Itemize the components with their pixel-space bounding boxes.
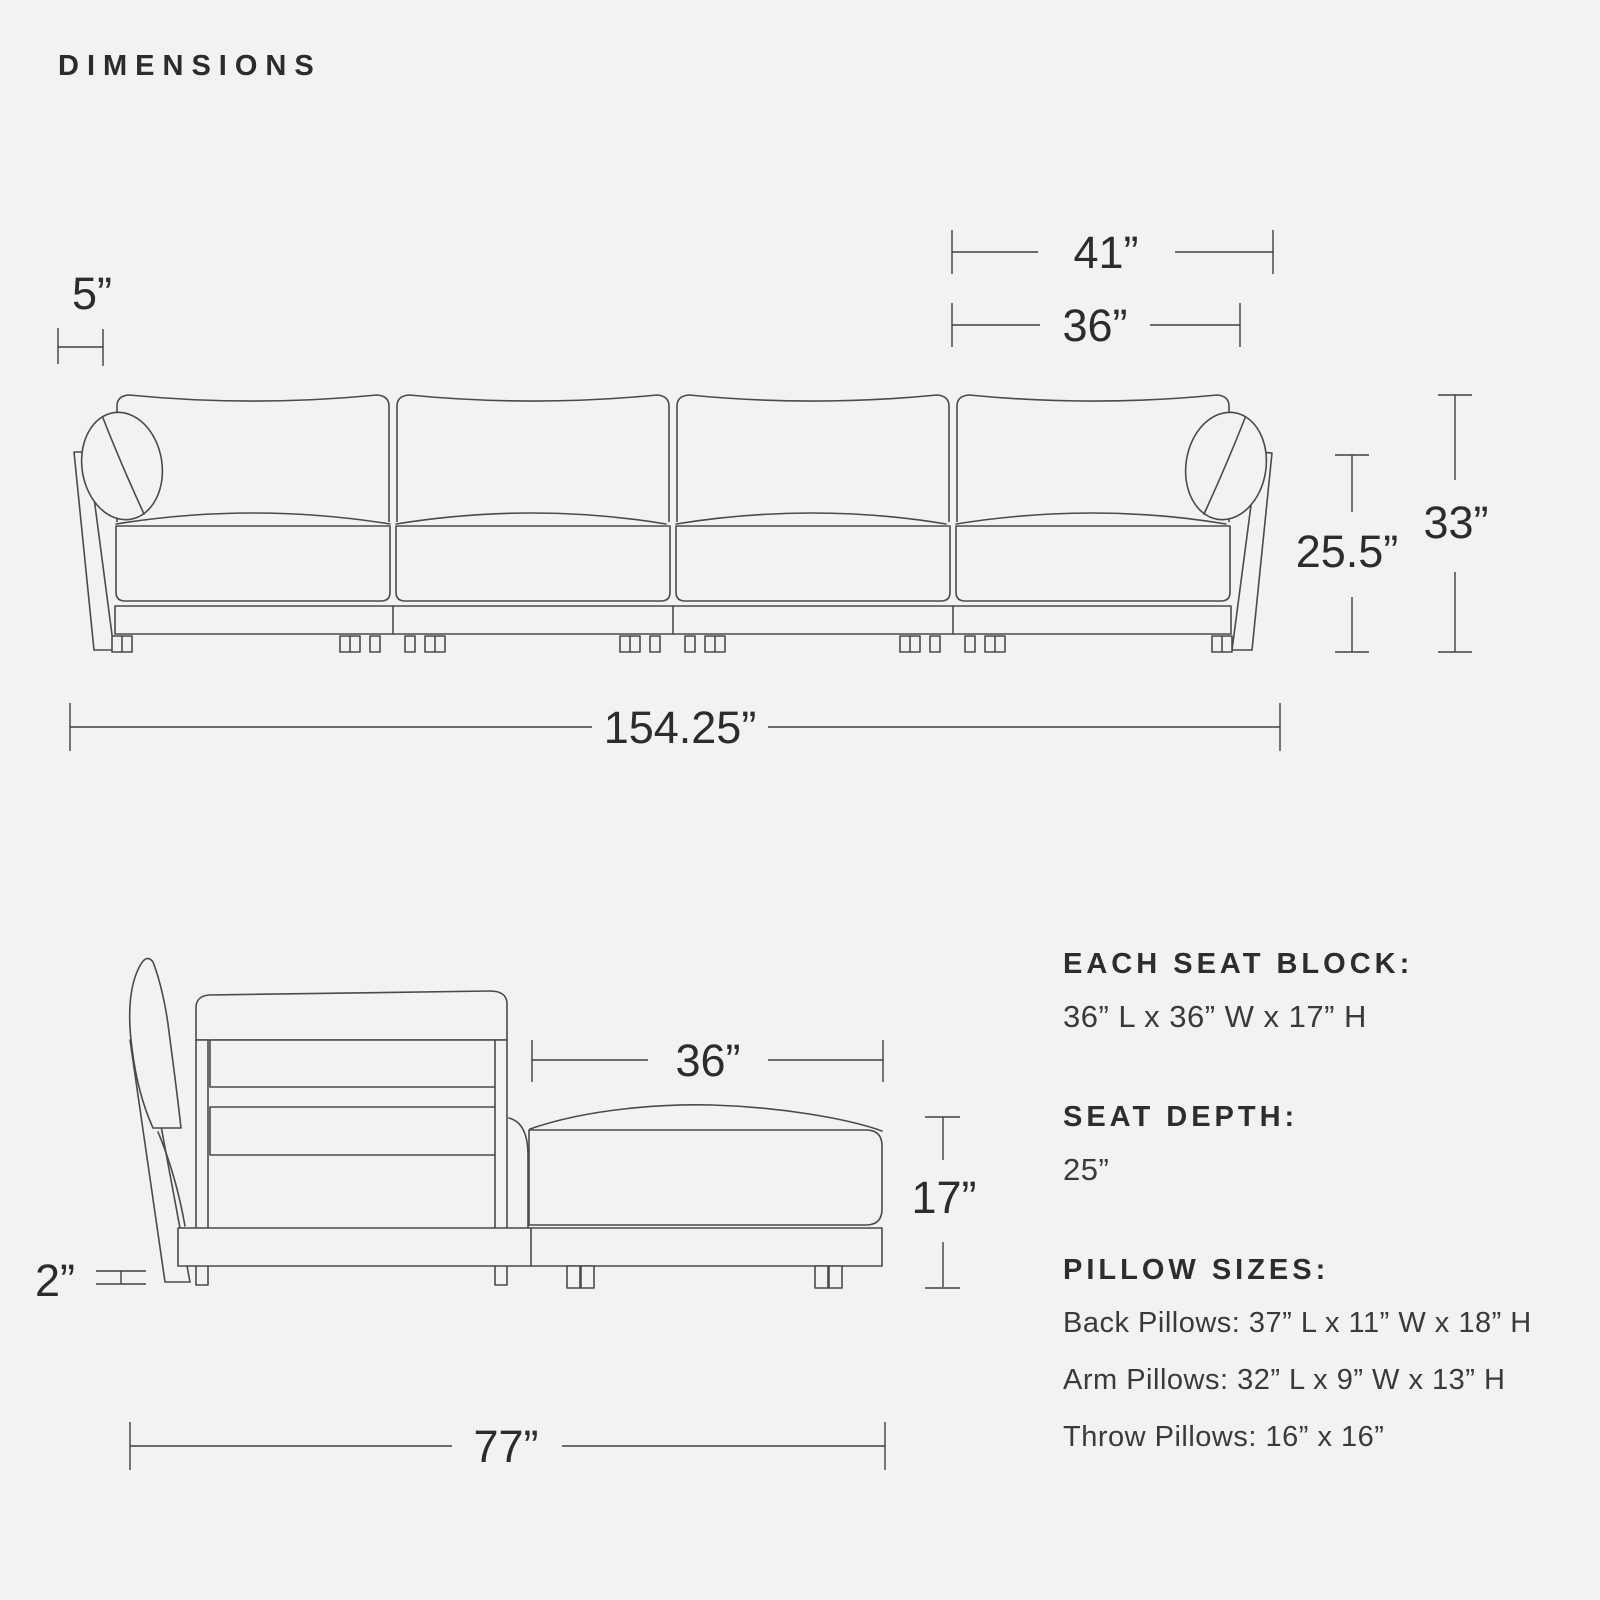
arm-pillows-spec: Arm Pillows: 32” L x 9” W x 13” H: [1063, 1364, 1506, 1396]
side-frame-slats: [210, 1040, 497, 1155]
side-legs: [567, 1266, 842, 1288]
side-seat-cushion-corner: [509, 1118, 528, 1227]
side-overall-depth-label: 77”: [473, 1421, 539, 1472]
front-module-dimension: [952, 300, 1240, 351]
front-module-arm-dimension: [952, 227, 1273, 278]
seat-depth-heading: SEAT DEPTH:: [1063, 1101, 1299, 1133]
front-module-arm-label: 41”: [1073, 227, 1139, 278]
side-overall-depth-dimension: [130, 1421, 885, 1472]
front-seat-back-height-dimension: [1296, 455, 1399, 652]
side-view: [35, 958, 977, 1472]
side-seat-back-cushion: [196, 991, 507, 1040]
seat-block-heading: EACH SEAT BLOCK:: [1063, 948, 1414, 980]
back-pillows-spec: Back Pillows: 37” L x 11” W x 18” H: [1063, 1307, 1532, 1339]
side-base-rail: [178, 1228, 882, 1266]
spec-text-block: [1063, 948, 1563, 1454]
seat-block-value: 36” L x 36” W x 17” H: [1063, 999, 1367, 1034]
seat-depth-value: 25”: [1063, 1152, 1110, 1187]
front-module-label: 36”: [1062, 300, 1128, 351]
front-overall-height-dimension: [1423, 395, 1488, 652]
front-seat-back-height-label: 25.5”: [1295, 526, 1399, 577]
front-view: [58, 227, 1489, 753]
side-seat-height-label: 17”: [911, 1172, 977, 1223]
pillow-sizes-heading: PILLOW SIZES:: [1063, 1254, 1330, 1286]
throw-pillows-spec: Throw Pillows: 16” x 16”: [1063, 1421, 1385, 1453]
side-back-cushion: [130, 958, 181, 1128]
side-leg-height-dimension: [35, 1255, 146, 1306]
front-overall-width-dimension: [70, 702, 1280, 753]
front-arm-width-dimension: [58, 268, 112, 366]
side-chaise: [529, 1105, 882, 1225]
side-seat-height-dimension: [911, 1117, 976, 1288]
front-arm-width-label: 5”: [71, 268, 113, 319]
side-chaise-length-label: 36”: [675, 1035, 741, 1086]
front-seat-boxes: [116, 526, 1230, 601]
front-back-cushions: [117, 395, 1229, 522]
front-legs: [112, 636, 1232, 652]
front-overall-height-label: 33”: [1423, 497, 1489, 548]
front-base-rail: [115, 606, 1231, 634]
side-chaise-length-dimension: [532, 1035, 883, 1086]
front-overall-width-label: 154.25”: [603, 702, 757, 753]
page-title: DIMENSIONS: [58, 50, 322, 82]
side-leg-height-label: 2”: [34, 1255, 76, 1306]
